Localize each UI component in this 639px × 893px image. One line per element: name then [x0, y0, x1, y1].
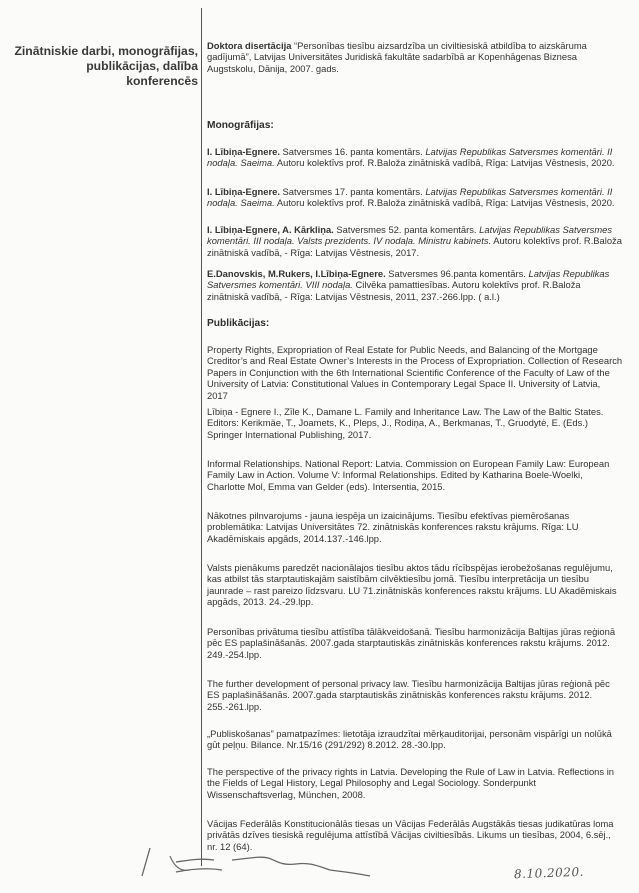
monograph-text: Satversmes 17. panta komentārs.	[279, 186, 426, 197]
publication-text: Lībiņa - Egnere I., Zīle K., Damane L. Family and Inheritance Law. The Law of the Baltic States. Editors: Kerikmäe, T., Joamets, K., Pleps, J., Rodiņa, A., Berkmanas, T., Gruodytė, E. (Eds.) Springer International Publishing, 2017.	[207, 406, 604, 440]
publications-heading: Publikācijas:	[207, 318, 270, 329]
monograph-authors: I. Lībiņa-Egnere, A. Kārkliņa.	[207, 224, 334, 235]
publication-text: Property Rights, Expropriation of Real Estate for Public Needs, and Balancing of the Mortgage Creditor’s and Real Estate Owner’s Interests in the Process of Expropriation. Collection of Research Papers in Conjunction with the 6th International Scientific Conference of the Faculty of Law of the University of Latvia: Constitutional Values in Contemporary Legal Space II. University of Latvia, 2017	[207, 344, 623, 401]
monograph-text: Satversmes 52. panta komentārs.	[333, 224, 480, 235]
monograph-authors: I. Lībiņa-Egnere.	[207, 186, 280, 197]
monograph-text: Satversmes 16. panta komentārs.	[279, 146, 426, 157]
handwritten-date: 8.10.2020.	[513, 864, 585, 882]
monograph-authors: I. Lībiņa-Egnere.	[207, 146, 280, 157]
monograph-text: Autoru kolektīvs prof. R.Baloža zinātniskā vadībā, Rīga: Latvijas Vēstnesis, 2020.	[274, 157, 615, 169]
publication-text: Nākotnes pilnvarojums - jauna iespēja un izaicinājums. Tiesību efektīvas piemērošanas problemātika: Latvijas Universitātes 72. zinātniskās konferences rakstu krājums. Rīga: LU Akadēmiskais apgāds, 2014.137.-146.lpp.	[207, 510, 579, 544]
publication-text: Vācijas Federālās Konstitucionālās tiesas un Vācijas Federālās Augstākās tiesas judikatūras loma privātās dzīves tiesiskā regulējuma attīstībā Vācijas civiltiesībās. Likums un tiesības, 2004, 6.sēj., nr. 12 (64).	[207, 818, 614, 852]
publication-text: Valsts pienākums paredzēt nacionālajos tiesību aktos tādu rīcībspējas ierobežošanas regulējumu, kas atbilst tās starptautiskajām saistībām cilvēktiesību jomā. Tiesību interpretācija un tiesību jaunrade – rast pareizo līdzsvaru. LU 71.zinātniskās konferences rakstu krājums. LU Akadēmiskais apgāds, 2013. 24.-29.lpp.	[207, 562, 617, 608]
monograph-title: Latvijas Republikas Satversmes komentāri. III nodaļa. Valsts prezidents. IV nodaļa. Ministru kabinets.	[207, 224, 613, 247]
monograph-authors: E.Danovskis, M.Rukers, I.Lībiņa-Egnere.	[207, 268, 386, 279]
monograph-text: Autoru kolektīvs prof. R.Baloža zinātniskā vadībā, Rīga: Latvijas Vēstnesis, 2020.	[274, 197, 615, 209]
publication-text: The perspective of the privacy rights in Latvia. Developing the Rule of Law in Latvia. Reflections in the Fields of Legal History, Legal Philosophy and Legal Sociology. Sonderpunkt Wissenschaftsverlag, München, 2008.	[207, 766, 614, 800]
monographs-heading: Monogrāfijas:	[207, 120, 274, 131]
monograph-text: Autoru kolektīvs prof. R.Baloža zinātniskā vadībā, - Rīga: Latvijas Vēstnesis, 2017.	[207, 235, 622, 258]
publication-text: Personības privātuma tiesību attīstība tālākveidošanā. Tiesību harmonizācija Baltijas jūras reģionā pēc ES paplašināšanās. 2007.gada starptautiskās zinātniskās konferences rakstu krājums. 2012. 249.-254.lpp.	[207, 626, 616, 660]
publication-text: The further development of personal privacy law. Tiesību harmonizācija Baltijas jūras reģionā pēc ES paplašināšanās. 2007.gada starptautiskās zinātniskās konferences rakstu krājums. 2012. 255.-261.lpp.	[207, 678, 610, 712]
monograph-text: Cilvēka pamattiesības. Autoru kolektīvs prof. R.Baloža zinātniskā vadībā, - Rīga: Latvijas Vēstnesis, 2011, 237.-266.lpp. ( a.l.)	[207, 279, 581, 302]
monograph-title: Latvijas Republikas Satversmes komentāri. II nodaļa. Saeima.	[207, 186, 613, 209]
dissertation-label: Doktora disertācija	[207, 40, 292, 51]
monograph-title: Latvijas Republikas Satversmes komentāri. II nodaļa. Saeima.	[207, 146, 613, 169]
section-heading: Zinātniskie darbi, monogrāfijas, publikācijas, dalība konferencēs	[14, 44, 198, 88]
monograph-title: Latvijas Republikas Satversmes komentāri. VIII nodaļa.	[207, 268, 610, 291]
monograph-text: Satversmes 96.panta komentārs.	[385, 268, 529, 279]
publication-text: „Publiskošanas” pamatpazīmes: lietotāja izraudzītai mērķauditorijai, personām vispārīgi un nolūkā gūt peļņu. Bilance. Nr.15/16 (291/292) 8.2012. 28.-30.lpp.	[207, 728, 612, 751]
publication-text: Informal Relationships. National Report: Latvia. Commission on European Family Law: European Family Law in Action. Volume V: Informal Relationships. Edited by Katharina Boele-Woelki, Charlotte Mol, Emma van Gelder (eds). Intersentia, 2015.	[207, 458, 610, 492]
dissertation-text: “Personības tiesību aizsardzība un civiltiesiskā atbildība to aizskāruma gadījumā”, Latvijas Universitātes Juridiskā fakultāte sadarbībā ar Kopenhāgenas Biznesa Augstskolu, Dānija, 2007. gads.	[207, 40, 587, 74]
